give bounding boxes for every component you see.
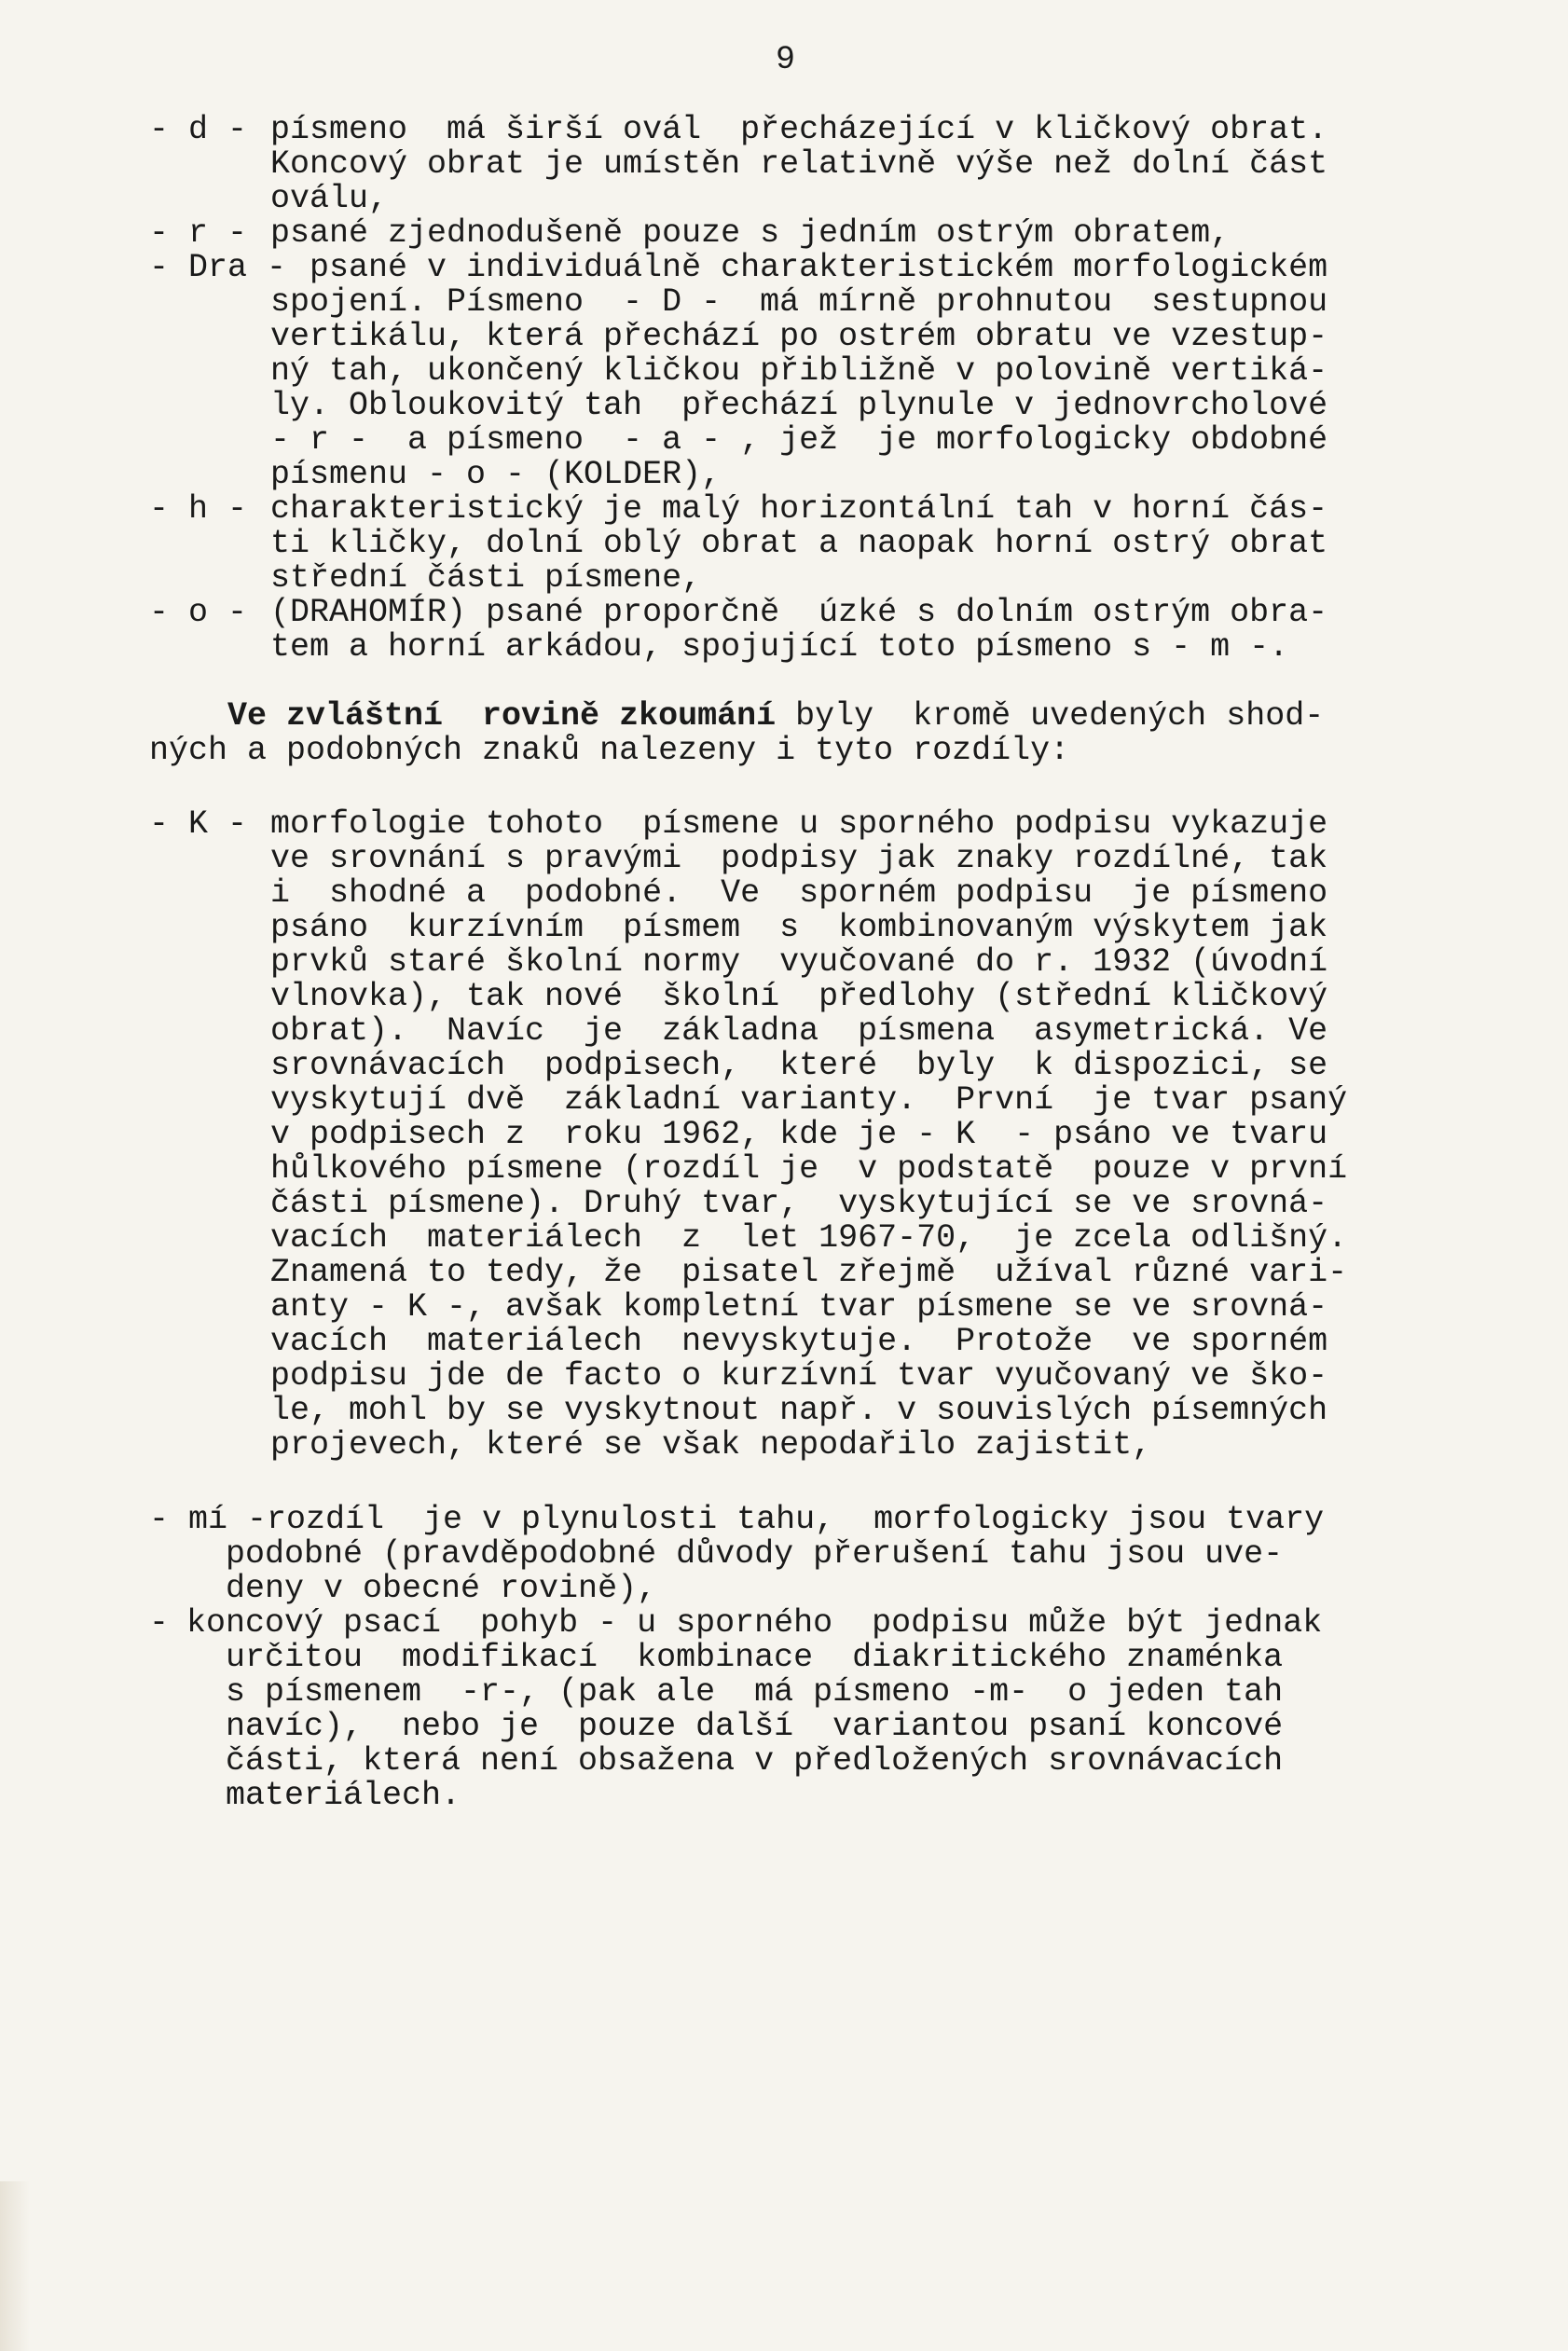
text-line: psáno kurzívním písmem s kombinovaným výskytem jak xyxy=(270,909,1328,946)
page-number: 9 xyxy=(776,41,796,78)
text-line: části, která není obsažena v předložených srovnávacích xyxy=(226,1742,1284,1780)
text-line: vacích materiálech z let 1967-70, je zcela odlišný. xyxy=(270,1219,1348,1257)
scan-edge-shadow xyxy=(0,2181,30,2351)
item-tag-k: - K - xyxy=(149,805,248,843)
text-line: obrat). Navíc je základna písmena asymetrická. Ve xyxy=(270,1012,1328,1050)
text-line: oválu, xyxy=(270,180,389,217)
text-line: střední části písmene, xyxy=(270,559,702,597)
item-tag-r: - r - xyxy=(149,214,248,252)
text-line: ti kličky, dolní oblý obrat a naopak horní ostrý obrat xyxy=(270,525,1328,562)
text-line: písmenu - o - (KOLDER), xyxy=(270,456,722,493)
text-line: části písmene). Druhý tvar, vyskytující se ve srovná- xyxy=(270,1185,1328,1222)
text-line: prvků staré školní normy vyučované do r. 1932 (úvodní xyxy=(270,943,1328,981)
text-line: s písmenem -r-, (pak ale má písmeno -m- o jeden tah xyxy=(226,1673,1284,1711)
text-line: (DRAHOMÍR) psané proporčně úzké s dolním ostrým obra- xyxy=(270,594,1328,631)
text-line: psané v individuálně charakteristickém morfologickém xyxy=(309,249,1328,286)
item-tag-dash: - xyxy=(149,1604,189,1642)
text-line: vacích materiálech nevyskytuje. Protože ve sporném xyxy=(270,1323,1328,1360)
text-line: písmeno má širší ovál přecházející v kličkový obrat. xyxy=(270,111,1328,148)
text-line: morfologie tohoto písmene u sporného podpisu vykazuje xyxy=(270,805,1328,843)
item-tag-h: - h - xyxy=(149,490,248,528)
item-tag-mi: - mí - xyxy=(149,1501,268,1538)
intro-line-2: ných a podobných znaků nalezeny i tyto rozdíly: xyxy=(149,732,1070,769)
intro-line-1 xyxy=(227,699,1324,734)
text-line: spojení. Písmeno - D - má mírně prohnutou sestupnou xyxy=(270,283,1328,321)
text-line: i shodné a podobné. Ve sporném podpisu je písmeno xyxy=(270,874,1328,912)
text-line: charakteristický je malý horizontální tah v horní čás- xyxy=(270,490,1328,528)
text-line: ly. Obloukovitý tah přechází plynule v jednovrcholové xyxy=(270,387,1328,424)
intro-rest: byly kromě uvedených shod- xyxy=(776,697,1325,735)
text-line: koncový psací pohyb - u sporného podpisu může být jednak xyxy=(186,1604,1323,1642)
text-line: vyskytují dvě základní varianty. První je tvar psaný xyxy=(270,1081,1348,1119)
text-line: Koncový obrat je umístěn relativně výše než dolní část xyxy=(270,145,1328,183)
intro-bold-phrase: Ve zvláštní rovině zkoumání xyxy=(227,697,777,735)
text-line: projevech, které se však nepodařilo zajistit, xyxy=(270,1426,1152,1464)
text-line: určitou modifikací kombinace diakritického znaménka xyxy=(226,1639,1284,1676)
text-line: rozdíl je v plynulosti tahu, morfologicky jsou tvary xyxy=(267,1501,1325,1538)
item-tag-o: - o - xyxy=(149,594,248,631)
text-line: materiálech. xyxy=(226,1777,461,1814)
text-line: anty - K -, avšak kompletní tvar písmene se ve srovná- xyxy=(270,1288,1328,1326)
text-line: navíc), nebo je pouze další variantou psaní koncové xyxy=(226,1708,1284,1745)
text-line: ný tah, ukončený kličkou přibližně v polovině vertiká- xyxy=(270,352,1328,390)
text-line: srovnávacích podpisech, které byly k dispozici, se xyxy=(270,1047,1328,1084)
item-tag-dra: - Dra - xyxy=(149,249,287,286)
text-line: hůlkového písmene (rozdíl je v podstatě pouze v první xyxy=(270,1150,1348,1188)
text-line: vertikálu, která přechází po ostrém obratu ve vzestup- xyxy=(270,318,1328,355)
text-line: podobné (pravděpodobné důvody přerušení tahu jsou uve- xyxy=(226,1535,1284,1573)
text-line: le, mohl by se vyskytnout např. v souvislých písemných xyxy=(270,1392,1328,1429)
text-line: deny v obecné rovině), xyxy=(226,1570,657,1607)
text-line: v podpisech z roku 1962, kde je - K - psáno ve tvaru xyxy=(270,1116,1328,1153)
text-line: Znamená to tedy, že pisatel zřejmě užíval různé vari- xyxy=(270,1254,1348,1291)
text-line: podpisu jde de facto o kurzívní tvar vyučovaný ve ško- xyxy=(270,1357,1328,1395)
text-line: vlnovka), tak nové školní předlohy (střední kličkový xyxy=(270,978,1328,1015)
text-line: tem a horní arkádou, spojující toto písmeno s - m -. xyxy=(270,628,1289,666)
item-tag-d: - d - xyxy=(149,111,248,148)
text-line: ve srovnání s pravými podpisy jak znaky rozdílné, tak xyxy=(270,840,1328,877)
text-line: - r - a písmeno - a - , jež je morfologicky obdobné xyxy=(270,421,1328,459)
text-line: psané zjednodušeně pouze s jedním ostrým obratem, xyxy=(270,214,1231,252)
